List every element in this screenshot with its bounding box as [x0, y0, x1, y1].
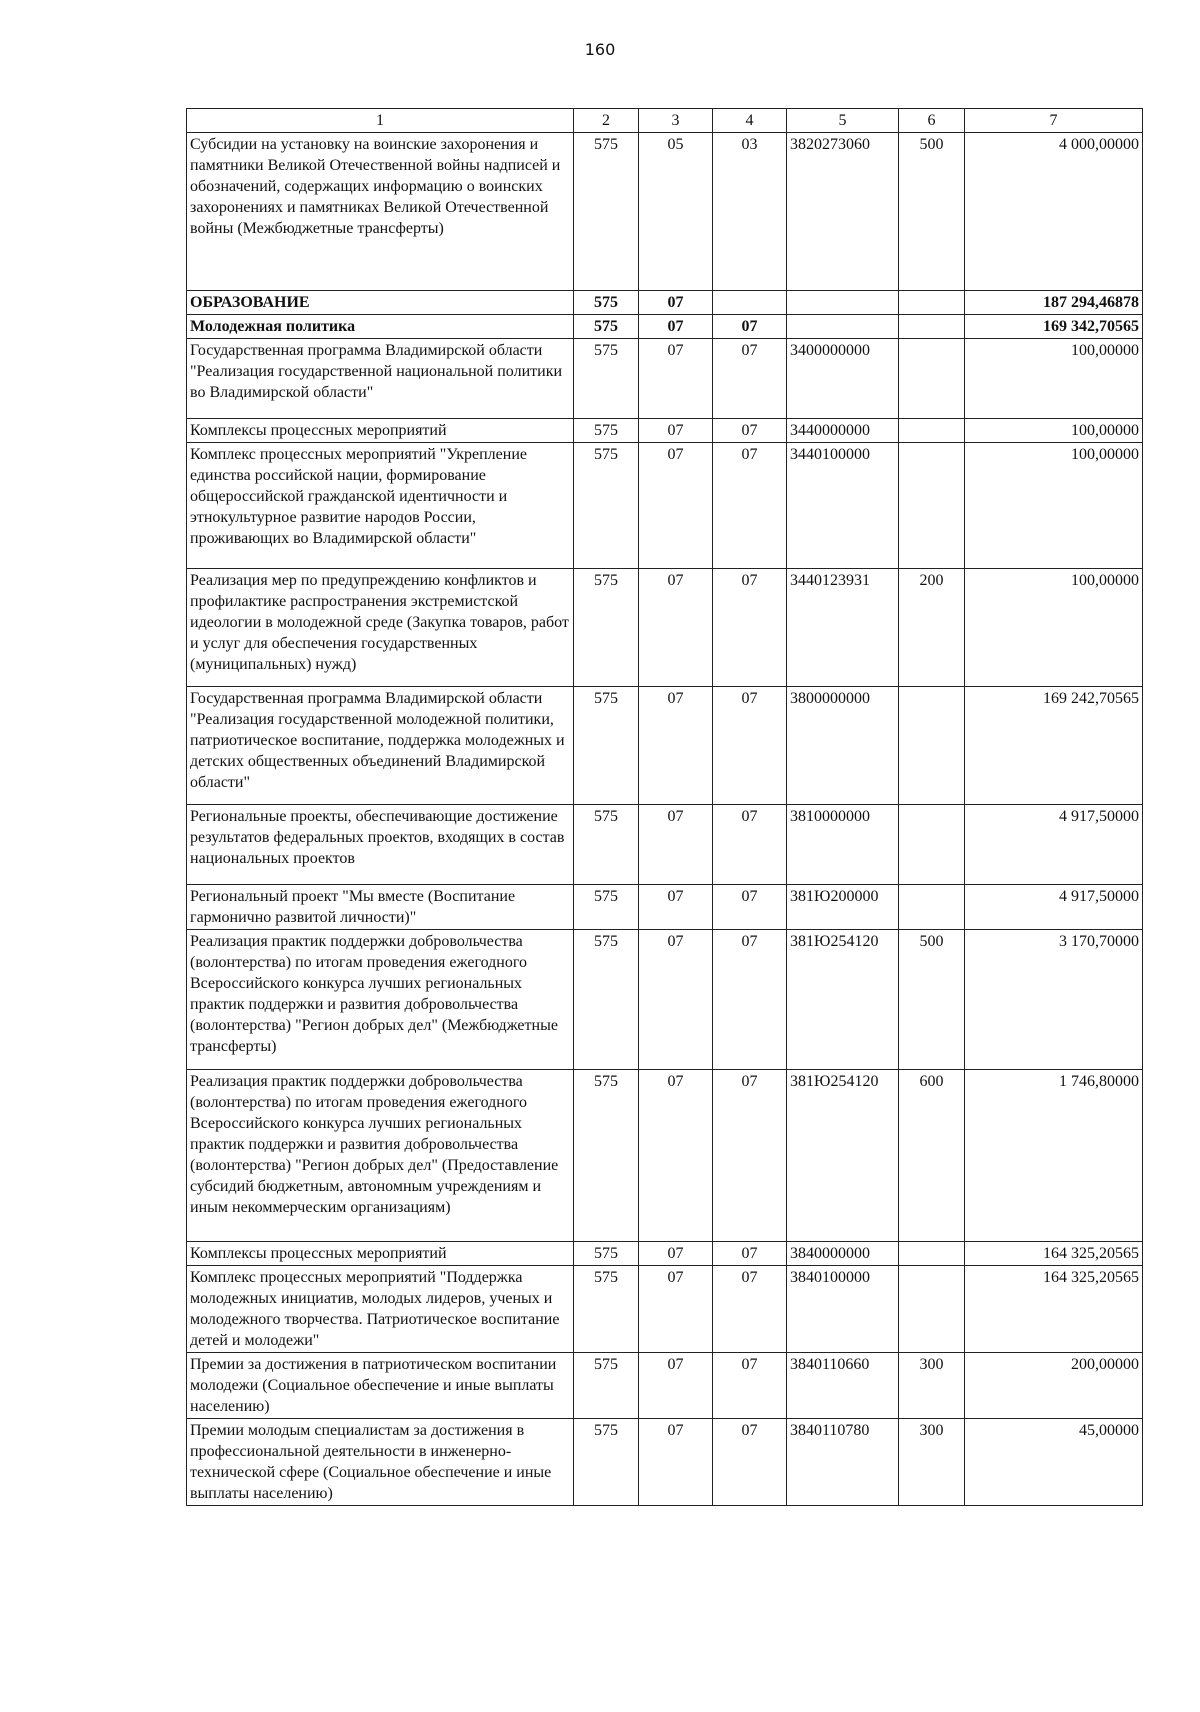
row-code-expense-type: [899, 1242, 965, 1266]
row-amount: 4 917,50000: [965, 805, 1143, 885]
row-code-expense-type: [899, 1266, 965, 1353]
row-code-section: 07: [639, 291, 713, 315]
row-code-expense-type: 600: [899, 1070, 965, 1242]
row-code-expense-type: 300: [899, 1353, 965, 1419]
table-row: [187, 1070, 1143, 1242]
row-code-target: 3440123931: [787, 569, 899, 687]
header-cell: 4: [713, 109, 787, 133]
table-row: [187, 315, 1143, 339]
row-code-subsection: 07: [713, 419, 787, 443]
row-code-section: 07: [639, 339, 713, 419]
row-code-section: 07: [639, 569, 713, 687]
table-row: [187, 569, 1143, 687]
row-amount: 169 242,70565: [965, 687, 1143, 805]
row-code-ministry: 575: [574, 1070, 639, 1242]
row-code-subsection: 07: [713, 443, 787, 569]
row-code-ministry: 575: [574, 569, 639, 687]
row-code-target: 3440100000: [787, 443, 899, 569]
row-description: Государственная программа Владимирской области "Реализация государственной молодежной политики, патриотическое воспитание, поддержка молодежных и детских общественных объединений Владимирской области": [187, 687, 574, 805]
row-code-section: 07: [639, 1070, 713, 1242]
row-code-target: [787, 315, 899, 339]
row-description: Комплекс процессных мероприятий "Поддержка молодежных инициатив, молодых лидеров, ученых и молодежного творчества. Патриотическое воспитание детей и молодежи": [187, 1266, 574, 1353]
row-code-section: 07: [639, 1419, 713, 1506]
row-amount: 187 294,46878: [965, 291, 1143, 315]
row-amount: 200,00000: [965, 1353, 1143, 1419]
row-code-target: 3840110660: [787, 1353, 899, 1419]
row-code-expense-type: [899, 315, 965, 339]
row-code-section: 05: [639, 133, 713, 291]
table-row: [187, 443, 1143, 569]
row-code-target: 3400000000: [787, 339, 899, 419]
row-amount: 164 325,20565: [965, 1266, 1143, 1353]
row-code-target: 3840110780: [787, 1419, 899, 1506]
row-code-subsection: 07: [713, 1070, 787, 1242]
row-code-expense-type: 500: [899, 133, 965, 291]
header-cell: 5: [787, 109, 899, 133]
table-row: [187, 885, 1143, 930]
row-code-expense-type: 200: [899, 569, 965, 687]
row-code-expense-type: [899, 885, 965, 930]
row-amount: 100,00000: [965, 419, 1143, 443]
row-code-target: 381Ю200000: [787, 885, 899, 930]
row-code-section: 07: [639, 687, 713, 805]
row-code-target: [787, 291, 899, 315]
row-description: Комплекс процессных мероприятий "Укрепление единства российской нации, формирование общероссийской гражданской идентичности и этнокультурное развитие народов России, проживающих во Владимирской области": [187, 443, 574, 569]
row-code-ministry: 575: [574, 443, 639, 569]
row-code-target: 3820273060: [787, 133, 899, 291]
row-code-ministry: 575: [574, 339, 639, 419]
row-code-expense-type: [899, 291, 965, 315]
row-code-ministry: 575: [574, 1419, 639, 1506]
row-code-expense-type: [899, 419, 965, 443]
row-code-ministry: 575: [574, 687, 639, 805]
row-code-subsection: 07: [713, 1353, 787, 1419]
row-code-target: 3810000000: [787, 805, 899, 885]
row-code-ministry: 575: [574, 419, 639, 443]
table-row: [187, 1419, 1143, 1506]
row-amount: 1 746,80000: [965, 1070, 1143, 1242]
row-code-subsection: 07: [713, 930, 787, 1070]
row-description: Реализация практик поддержки добровольчества (волонтерства) по итогам проведения ежегодного Всероссийского конкурса лучших региональных практик поддержки и развития добровольчества (волонтерства) "Регион добрых дел" (Межбюджетные трансферты): [187, 930, 574, 1070]
row-description: Премии молодым специалистам за достижения в профессиональной деятельности в инженерно-технической сфере (Социальное обеспечение и иные выплаты населению): [187, 1419, 574, 1506]
row-amount: 100,00000: [965, 569, 1143, 687]
row-code-ministry: 575: [574, 1353, 639, 1419]
row-code-target: 381Ю254120: [787, 930, 899, 1070]
row-code-subsection: 07: [713, 569, 787, 687]
row-code-ministry: 575: [574, 1242, 639, 1266]
row-amount: 100,00000: [965, 339, 1143, 419]
row-code-ministry: 575: [574, 315, 639, 339]
page-number: 160: [584, 40, 616, 59]
row-amount: 169 342,70565: [965, 315, 1143, 339]
row-code-expense-type: 500: [899, 930, 965, 1070]
row-code-ministry: 575: [574, 291, 639, 315]
table-row: [187, 339, 1143, 419]
table-row: [187, 419, 1143, 443]
row-code-subsection: 07: [713, 1419, 787, 1506]
header-cell: 2: [574, 109, 639, 133]
row-code-target: 3800000000: [787, 687, 899, 805]
budget-table: [186, 108, 1143, 1506]
row-description: ОБРАЗОВАНИЕ: [187, 291, 574, 315]
row-description: Комплексы процессных мероприятий: [187, 419, 574, 443]
table-row: [187, 805, 1143, 885]
header-cell: 6: [899, 109, 965, 133]
row-code-section: 07: [639, 885, 713, 930]
row-amount: 100,00000: [965, 443, 1143, 569]
table-row: [187, 930, 1143, 1070]
row-code-ministry: 575: [574, 1266, 639, 1353]
row-code-section: 07: [639, 805, 713, 885]
row-code-subsection: 07: [713, 687, 787, 805]
row-code-subsection: 07: [713, 339, 787, 419]
row-description: Реализация практик поддержки добровольчества (волонтерства) по итогам проведения ежегодного Всероссийского конкурса лучших региональных практик поддержки и развития добровольчества (волонтерства) "Регион добрых дел" (Предоставление субсидий бюджетным, автономным учреждениям и иным некоммерческим организациям): [187, 1070, 574, 1242]
row-code-section: 07: [639, 315, 713, 339]
row-amount: 3 170,70000: [965, 930, 1143, 1070]
table-row: [187, 1242, 1143, 1266]
row-code-section: 07: [639, 443, 713, 569]
row-amount: 4 917,50000: [965, 885, 1143, 930]
header-cell: 1: [187, 109, 574, 133]
row-code-expense-type: 300: [899, 1419, 965, 1506]
row-code-subsection: 07: [713, 1242, 787, 1266]
row-amount: 4 000,00000: [965, 133, 1143, 291]
row-code-expense-type: [899, 443, 965, 569]
row-code-section: 07: [639, 1266, 713, 1353]
table-row: [187, 133, 1143, 291]
row-code-target: 3440000000: [787, 419, 899, 443]
row-description: Реализация мер по предупреждению конфликтов и профилактике распространения экстремистской идеологии в молодежной среде (Закупка товаров, работ и услуг для обеспечения государственных (муниципальных) нужд): [187, 569, 574, 687]
table-row: [187, 687, 1143, 805]
row-code-section: 07: [639, 419, 713, 443]
row-code-subsection: 07: [713, 885, 787, 930]
row-description: Комплексы процессных мероприятий: [187, 1242, 574, 1266]
row-code-expense-type: [899, 687, 965, 805]
row-description: Премии за достижения в патриотическом воспитании молодежи (Социальное обеспечение и иные выплаты населению): [187, 1353, 574, 1419]
header-row: [187, 109, 1143, 133]
row-code-ministry: 575: [574, 930, 639, 1070]
row-code-section: 07: [639, 930, 713, 1070]
row-amount: 164 325,20565: [965, 1242, 1143, 1266]
row-code-subsection: 07: [713, 1266, 787, 1353]
row-code-subsection: 07: [713, 805, 787, 885]
row-code-subsection: 07: [713, 315, 787, 339]
row-code-target: 381Ю254120: [787, 1070, 899, 1242]
table-row: [187, 291, 1143, 315]
row-code-ministry: 575: [574, 885, 639, 930]
row-code-expense-type: [899, 805, 965, 885]
row-code-expense-type: [899, 339, 965, 419]
row-code-subsection: [713, 291, 787, 315]
header-cell: 7: [965, 109, 1143, 133]
row-amount: 45,00000: [965, 1419, 1143, 1506]
row-code-ministry: 575: [574, 133, 639, 291]
table-row: [187, 1353, 1143, 1419]
row-code-section: 07: [639, 1353, 713, 1419]
row-code-target: 3840000000: [787, 1242, 899, 1266]
row-description: Региональный проект "Мы вместе (Воспитание гармонично развитой личности)": [187, 885, 574, 930]
row-code-target: 3840100000: [787, 1266, 899, 1353]
row-description: Региональные проекты, обеспечивающие достижение результатов федеральных проектов, входящих в состав национальных проектов: [187, 805, 574, 885]
row-description: Государственная программа Владимирской области "Реализация государственной национальной политики во Владимирской области": [187, 339, 574, 419]
table-row: [187, 1266, 1143, 1353]
row-description: Субсидии на установку на воинские захоронения и памятники Великой Отечественной войны надписей и обозначений, содержащих информацию о воинских захоронениях и памятниках Великой Отечественной войны (Межбюджетные трансферты): [187, 133, 574, 291]
header-cell: 3: [639, 109, 713, 133]
row-code-section: 07: [639, 1242, 713, 1266]
row-description: Молодежная политика: [187, 315, 574, 339]
row-code-ministry: 575: [574, 805, 639, 885]
row-code-subsection: 03: [713, 133, 787, 291]
